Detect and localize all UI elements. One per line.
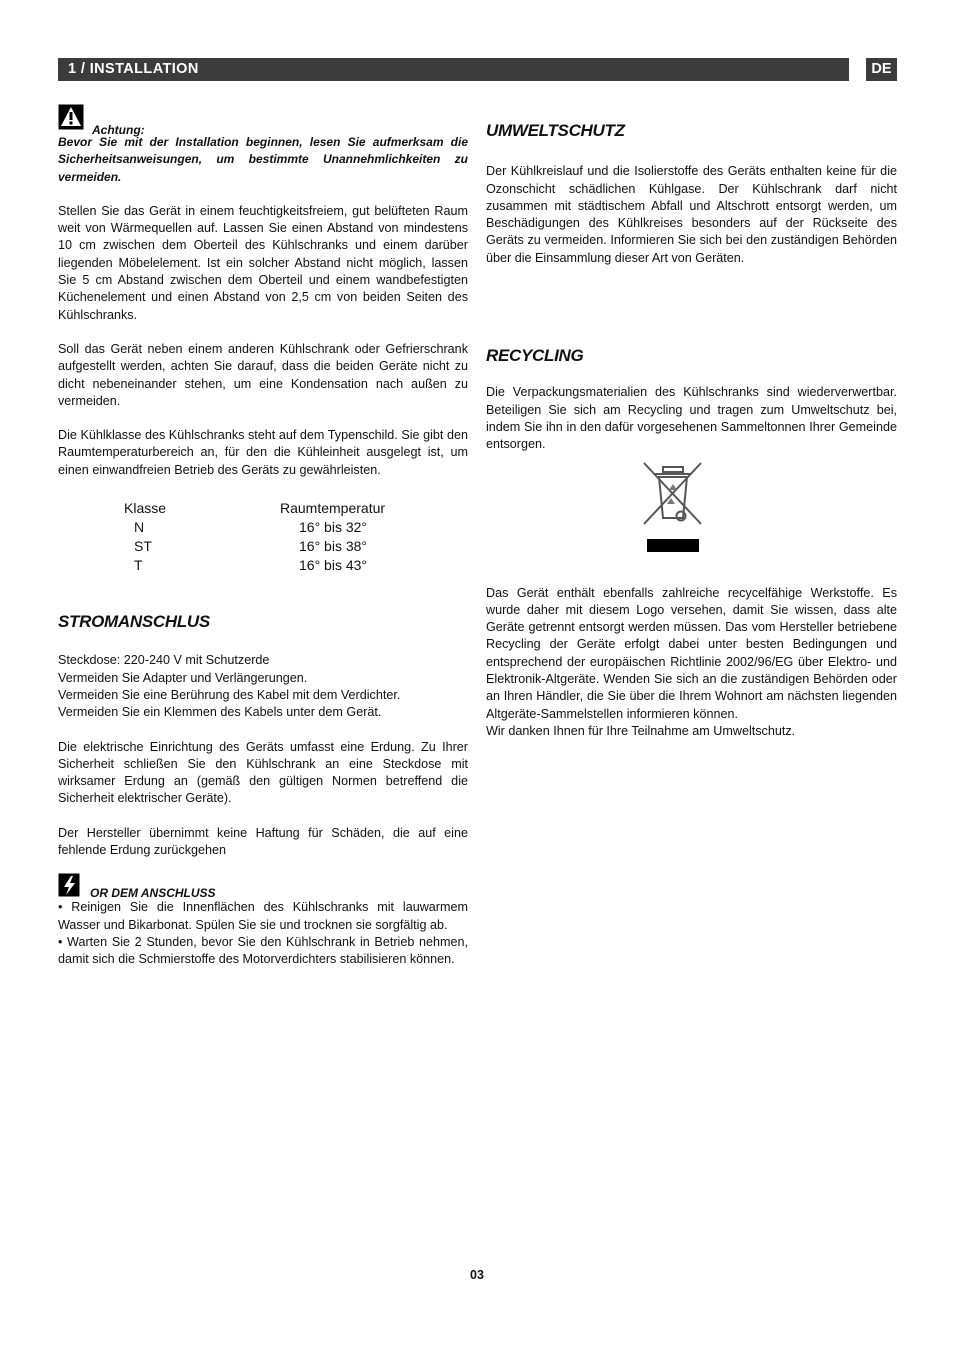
install-paragraph-2: Soll das Gerät neben einem anderen Kühlschrank oder Gefrierschrank aufgestellt werden, achten Sie darauf, dass die beiden Geräte nicht zu dicht nebeneinander stehen, um eine Kondensation nach außen zu vermeiden.	[58, 341, 468, 408]
strom-line: Vermeiden Sie Adapter und Verlängerungen.	[58, 670, 308, 685]
table-cell-range: 16° bis 32°	[299, 519, 368, 536]
section-header-bar	[58, 58, 849, 81]
recycling-paragraph-3: Wir danken Ihnen für Ihre Teilnahme am Umweltschutz.	[486, 723, 796, 738]
strom-line: Vermeiden Sie eine Berührung des Kabel mit dem Verdichter.	[58, 687, 401, 702]
recycling-paragraph-1: Die Verpackungsmaterialien des Kühlschranks sind wiederverwertbar. Beteiligen Sie sich am Recycling und tragen zum Umweltschutz bei, indem Sie ihn in den dafür vorgesehenen Sammeltonnen Ihrer Gemeinde entsorgen.	[486, 385, 897, 452]
language-badge: DE	[866, 58, 897, 81]
stromanschluss-heading: STROMANSCHLUS	[58, 612, 210, 632]
strom-line: Vermeiden Sie ein Klemmen des Kabels unter dem Gerät.	[58, 705, 382, 720]
anschluss-bullet-1: • Reinigen Sie die Innenflächen des Kühlschranks mit lauwarmem Wasser und Bikarbonat. Spülen Sie sie und trocknen sie sorgfältig ab.	[58, 900, 468, 932]
table-header-klasse: Klasse	[124, 500, 167, 517]
anschluss-bullet-2: • Warten Sie 2 Stunden, bevor Sie den Kühlschrank in Betrieb nehmen, damit sich die Schmierstoffe des Motorverdichters stabilisieren können.	[58, 934, 468, 967]
install-paragraph-3: Die Kühlklasse des Kühlschranks steht auf dem Typenschild. Sie gibt den Raumtemperaturbereich an, für den die Kühleinheit ausgelegt ist, um einen einwandfreien Betrieb des Geräts zu gewährleisten.	[58, 428, 468, 477]
recycling-paragraph-2: Das Gerät enthält ebenfalls zahlreiche recycelfähige Werkstoffe. Es wurde daher mit diesem Logo versehen, damit Sie wissen, dass alte Geräte getrennt entsorgt werden müssen. Das vom Hersteller betriebene Recycling der Geräte erfolgt dabei unter besten Bedingungen und entsprechend der europäischen Richtlinie 2002/96/EG über Elektro- und Elektronik-Altgeräte. Wenden Sie sich an die zuständigen Behörden oder an Ihren Händler, die Sie über die Ihrem Wohnort am nächsten liegenden Altgeräte-Sammelstellen informieren können.	[486, 585, 897, 721]
warning-label: Achtung:	[92, 123, 145, 137]
table-header-raumtemperatur: Raumtemperatur	[280, 500, 386, 517]
warning-header	[58, 104, 468, 137]
warning-triangle-icon	[58, 104, 84, 130]
table-cell-range: 16° bis 43°	[299, 557, 368, 574]
umweltschutz-heading: UMWELTSCHUTZ	[486, 121, 625, 140]
umweltschutz-paragraph: Der Kühlkreislauf und die Isolierstoffe des Geräts enthalten keine für die Ozonschicht schädlichen Kühlgase. Der Kühlschrank darf nicht zusammen mit städtischem Abfall und Altschrott entsorgt werden, um Beschädigungen des Kühlkreises besonders auf der Rückseite des Geräts zu vermeiden. Informieren Sie sich bei den zuständigen Behörden über die Einsammlung dieser Art von Geräten.	[486, 164, 897, 265]
lightning-bolt-icon	[58, 873, 80, 897]
anschluss-header	[58, 873, 468, 899]
warning-text: Bevor Sie mit der Installation beginnen, lesen Sie aufmerksam die Sicherheitsanweisungen, um bestimmte Unannehmlichkeiten zu vermeiden.	[58, 135, 468, 184]
table-cell-class: ST	[134, 538, 152, 555]
strom-line: Steckdose: 220-240 V mit Schutzerde	[58, 653, 270, 668]
table-row	[124, 518, 385, 537]
strom-paragraph-2: Die elektrische Einrichtung des Geräts umfasst eine Erdung. Zu Ihrer Sicherheit schließen Sie den Kühlschrank an eine Steckdose mit wirksamer Erdung an (gemäß den gültigen Normen betreffend die Sicherheit elektrischer Geräte).	[58, 739, 468, 806]
table-header-row	[124, 499, 385, 518]
section-title: 1 / INSTALLATION	[68, 61, 199, 77]
page-number: 03	[470, 1268, 484, 1282]
strom-line-list	[58, 652, 468, 721]
climate-class-table	[124, 499, 385, 575]
crossed-out-bin-icon	[641, 460, 705, 554]
table-row	[124, 537, 385, 556]
table-cell-range: 16° bis 38°	[299, 538, 368, 555]
table-cell-class: T	[134, 557, 143, 574]
left-column	[58, 104, 468, 969]
recycling-heading: RECYCLING	[486, 346, 584, 366]
right-column	[486, 104, 897, 740]
strom-paragraph-3: Der Hersteller übernimmt keine Haftung für Schäden, die auf eine fehlende Erdung zurückgehen	[58, 825, 468, 858]
table-row	[124, 556, 385, 575]
table-cell-class: N	[134, 519, 145, 536]
install-paragraph-1: Stellen Sie das Gerät in einem feuchtigkeitsfreiem, gut belüfteten Raum weit von Wärmequellen auf. Lassen Sie einen Abstand von mindestens 10 cm zwischen dem Oberteil des Kühlschranks und einem darüber liegenden Möbelelement. Ist ein solcher Abstand nicht möglich, lassen Sie 5 cm Abstand zwischen dem Oberteil und einem wandbefestigten Küchenelement und einen Abstand von 2,5 cm von beiden Seiten des Kühlschranks.	[58, 203, 468, 322]
anschluss-label: OR DEM ANSCHLUSS	[90, 886, 216, 901]
